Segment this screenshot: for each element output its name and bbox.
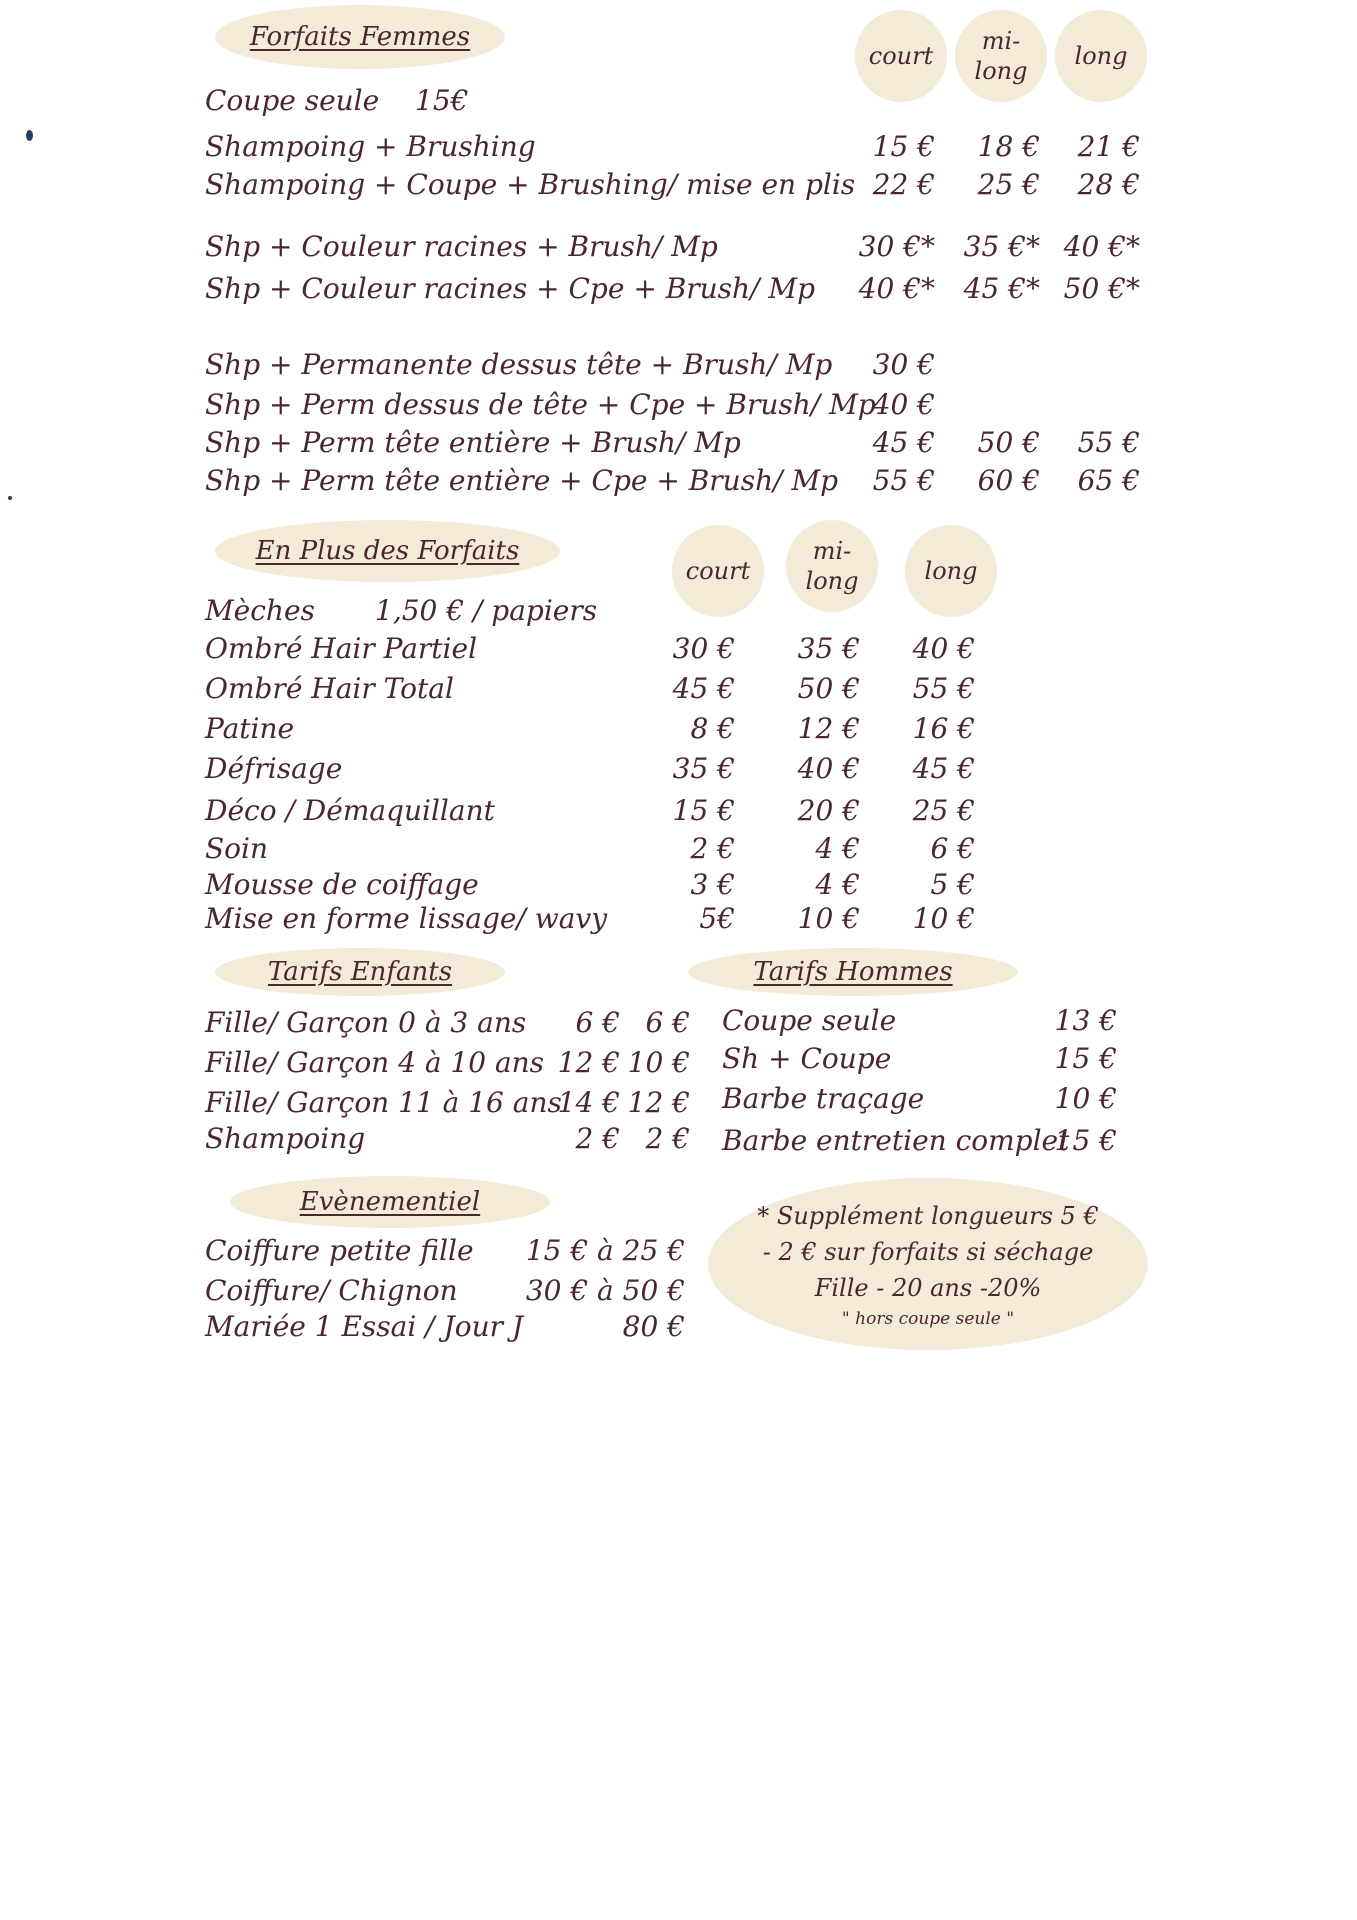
row-label: Déco / Démaquillant [205, 793, 495, 827]
price-court: 30 € [872, 347, 935, 381]
price-long: 55 € [1077, 425, 1140, 459]
coupe-seule-row [205, 82, 805, 118]
hommes-title: Tarifs Hommes [753, 957, 953, 987]
price-long: 25 € [912, 793, 975, 827]
price-long: 45 € [912, 751, 975, 785]
row-label: Ombré Hair Total [205, 671, 454, 705]
price-long: 21 € [1077, 129, 1140, 163]
header-long: long [1055, 10, 1147, 102]
price-court: 8 € [690, 711, 735, 745]
table-row [205, 166, 1140, 202]
price-long: 10 € [912, 901, 975, 935]
price-mi-long: 4 € [815, 831, 860, 865]
table-row [205, 424, 1140, 460]
row-price: 1,50 € / papiers [375, 593, 598, 627]
table-row [205, 750, 975, 786]
table-row [205, 1004, 690, 1040]
price-long: 16 € [912, 711, 975, 745]
table-row [205, 270, 1140, 306]
table-row [722, 1122, 1117, 1158]
price-court: 35 € [672, 751, 735, 785]
price-mi-long: 18 € [977, 129, 1040, 163]
en-plus-title: En Plus des Forfaits [255, 536, 520, 566]
row-label: Shp + Perm dessus de tête + Cpe + Brush/ Mp [205, 387, 876, 421]
row-label: Sh + Coupe [722, 1041, 892, 1075]
price-a: 2 € [575, 1121, 620, 1155]
price-court: 45 € [872, 425, 935, 459]
forfaits-femmes-title-pill [215, 5, 505, 69]
row-label: Barbe traçage [722, 1081, 925, 1115]
price-mi-long: 25 € [977, 167, 1040, 201]
price-long: 40 € [912, 631, 975, 665]
table-row [205, 1232, 685, 1268]
speck-mark [8, 496, 12, 500]
row-label: Mariée 1 Essai / Jour J [205, 1309, 524, 1343]
table-row [205, 1044, 690, 1080]
price-long: 55 € [912, 671, 975, 705]
hommes-title-pill [688, 948, 1018, 996]
price-long: 28 € [1077, 167, 1140, 201]
row-label: Shampoing + Brushing [205, 129, 536, 163]
price-court: 15 € [672, 793, 735, 827]
row-label: Shp + Couleur racines + Brush/ Mp [205, 229, 718, 263]
note-line: " hors coupe seule " [841, 1309, 1015, 1329]
row-label: Mèches [205, 593, 315, 627]
price-court: 30 € [672, 631, 735, 665]
price-mi-long: 40 € [797, 751, 860, 785]
table-row [205, 1308, 685, 1344]
row-label: Mise en forme lissage/ wavy [205, 901, 608, 935]
price-court: 40 €* [858, 271, 935, 305]
table-row [205, 128, 1140, 164]
price-court: 3 € [690, 867, 735, 901]
price-mi-long: 4 € [815, 867, 860, 901]
table-row [205, 866, 975, 902]
row-label: Fille/ Garçon 11 à 16 ans [205, 1085, 562, 1119]
row-label: Fille/ Garçon 4 à 10 ans [205, 1045, 545, 1079]
price-mi-long: 35 €* [963, 229, 1040, 263]
table-row [205, 830, 975, 866]
price-court: 5€ [699, 901, 735, 935]
table-row [205, 1084, 690, 1120]
table-row [205, 1272, 685, 1308]
price-court: 30 €* [858, 229, 935, 263]
header-long: long [905, 525, 997, 617]
row-label: Shp + Permanente dessus tête + Brush/ Mp [205, 347, 833, 381]
table-row [205, 710, 975, 746]
row-label: Défrisage [205, 751, 343, 785]
price: 15 € [1054, 1041, 1117, 1075]
price: 13 € [1054, 1003, 1117, 1037]
row-label: Ombré Hair Partiel [205, 631, 478, 665]
price-mi-long: 60 € [977, 463, 1040, 497]
price: 80 € [622, 1309, 685, 1343]
row-label: Fille/ Garçon 0 à 3 ans [205, 1005, 527, 1039]
row-label: Coiffure/ Chignon [205, 1273, 458, 1307]
en-plus-title-pill [215, 520, 560, 582]
speck-mark [26, 130, 33, 141]
price-b: 10 € [627, 1045, 690, 1079]
price-mi-long: 50 € [797, 671, 860, 705]
row-label: Coupe seule [722, 1003, 897, 1037]
price-mi-long: 12 € [797, 711, 860, 745]
table-row [205, 346, 1140, 382]
table-row [205, 792, 975, 828]
row-label: Coupe seule [205, 83, 380, 117]
supplement-note [708, 1178, 1148, 1350]
price-court: 40 € [872, 387, 935, 421]
price-court: 45 € [672, 671, 735, 705]
price-long: 6 € [930, 831, 975, 865]
evenementiel-title: Evènementiel [299, 1187, 481, 1217]
header-court: court [855, 10, 947, 102]
price-mi-long: 10 € [797, 901, 860, 935]
price-mi-long: 45 €* [963, 271, 1040, 305]
header-court: court [672, 525, 764, 617]
row-price: 15€ [415, 83, 469, 117]
enfants-title: Tarifs Enfants [267, 957, 453, 987]
row-label: Patine [205, 711, 295, 745]
price-a: 6 € [575, 1005, 620, 1039]
table-row [722, 1040, 1117, 1076]
row-label: Mousse de coiffage [205, 867, 479, 901]
price-long: 40 €* [1063, 229, 1140, 263]
table-row [205, 386, 1140, 422]
table-row [205, 900, 975, 936]
table-row [205, 670, 975, 706]
price-b: 6 € [645, 1005, 690, 1039]
table-row [205, 228, 1140, 264]
price-mi-long: 35 € [797, 631, 860, 665]
row-label: Shampoing + Coupe + Brushing/ mise en plis [205, 167, 856, 201]
price-long: 5 € [930, 867, 975, 901]
note-line: - 2 € sur forfaits si séchage [762, 1238, 1094, 1266]
price-mi-long: 20 € [797, 793, 860, 827]
price: 15 € à 25 € [525, 1233, 685, 1267]
price-court: 2 € [690, 831, 735, 865]
table-row [205, 1120, 690, 1156]
price-court: 55 € [872, 463, 935, 497]
price-b: 2 € [645, 1121, 690, 1155]
table-row [205, 462, 1140, 498]
table-row [722, 1002, 1117, 1038]
evenementiel-title-pill [230, 1176, 550, 1228]
row-label: Barbe entretien complet [722, 1123, 1070, 1157]
row-label: Shp + Perm tête entière + Brush/ Mp [205, 425, 741, 459]
note-line: Fille - 20 ans -20% [814, 1274, 1042, 1302]
header-mi-long: mi- long [786, 520, 878, 612]
price: 15 € [1054, 1123, 1117, 1157]
row-label: Soin [205, 831, 269, 865]
price-mi-long: 50 € [977, 425, 1040, 459]
row-label: Coiffure petite fille [205, 1233, 474, 1267]
price: 30 € à 50 € [525, 1273, 685, 1307]
meches-row [205, 592, 805, 628]
enfants-title-pill [215, 948, 505, 996]
price-a: 12 € [557, 1045, 620, 1079]
row-label: Shp + Perm tête entière + Cpe + Brush/ Mp [205, 463, 839, 497]
table-row [205, 630, 975, 666]
price-long: 50 €* [1063, 271, 1140, 305]
row-label: Shampoing [205, 1121, 366, 1155]
price-long: 65 € [1077, 463, 1140, 497]
row-label: Shp + Couleur racines + Cpe + Brush/ Mp [205, 271, 816, 305]
price-court: 15 € [872, 129, 935, 163]
note-line: * Supplément longueurs 5 € [757, 1202, 1099, 1230]
price-a: 14 € [557, 1085, 620, 1119]
table-row [722, 1080, 1117, 1116]
header-mi-long: mi- long [955, 10, 1047, 102]
forfaits-femmes-title: Forfaits Femmes [249, 22, 471, 52]
price-b: 12 € [627, 1085, 690, 1119]
price: 10 € [1054, 1081, 1117, 1115]
price-court: 22 € [872, 167, 935, 201]
